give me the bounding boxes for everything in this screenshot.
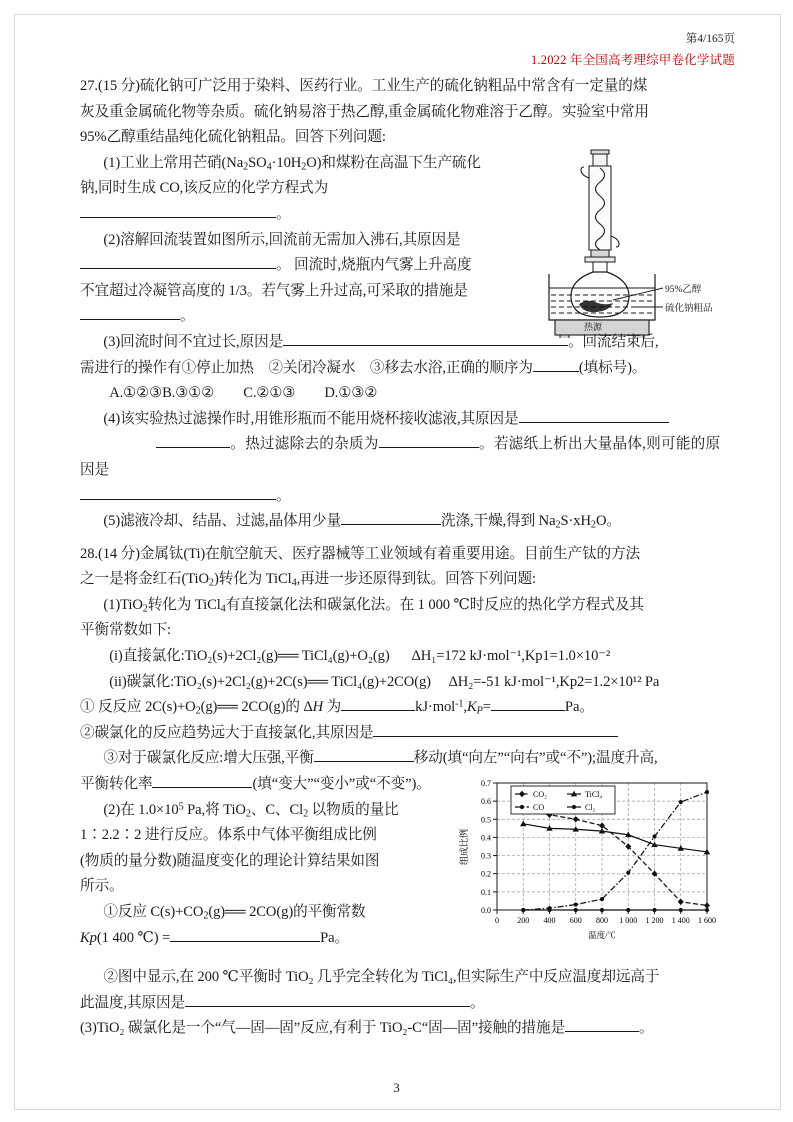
chart-svg <box>455 777 720 942</box>
svg-text:1 000: 1 000 <box>619 916 638 925</box>
q27-part1-line-2: 钠,同时生成 CO,该反应的化学方程式为 <box>80 180 329 197</box>
q27-part2-answer-line: 。 <box>80 304 530 330</box>
q27-part4-answer-line: 。 <box>80 484 720 510</box>
answer-blank-q28-3-measure[interactable] <box>565 1016 639 1032</box>
svg-text:TiCl₄: TiCl₄ <box>585 790 603 799</box>
answer-blank-q27-5[interactable] <box>341 509 441 525</box>
svg-text:0.2: 0.2 <box>481 869 491 879</box>
answer-blank-q27-3a[interactable] <box>283 330 568 346</box>
header-page-indicator: 第4/165页 <box>685 33 735 45</box>
q27-part4-line-1: (4)该实验热过滤操作时,用锥形瓶而不能用烧杯接收滤液,其原因是 <box>80 407 720 433</box>
answer-blank-q27-4b[interactable] <box>156 432 230 448</box>
chart-x-axis-label: 温度/℃ <box>588 930 616 940</box>
q27-part2-line-3: 不宜超过冷凝管高度的 1/3。若气雾上升过高,可采取的措施是 <box>80 282 468 299</box>
q28-part2-line-3: (物质的量分数)随温度变化的理论计算结果如图 <box>80 852 380 869</box>
q28-equation-ii: (ii)碳氯化:TiO₂(s)+2Cl₂(g)+2C(s)══ TiCl₄(g)+2CO(g) ΔH₂=-51 kJ·mol⁻¹,Kp2=1.2×10¹² Pa <box>109 673 660 690</box>
q27-part2-line-1: (2)溶解回流装置如图所示,回流前无需加入沸石,其原因是 <box>103 231 461 248</box>
q28-part2-line-1: (2)在 $1.0\times 10^5$ Pa,将 TiO$_2$、C、$Cl_2$ 以物质的量比 <box>103 801 399 820</box>
q27-stem-line-3: 95%乙醇重结晶纯化硫化钠粗品。回答下列问题: <box>80 129 386 146</box>
answer-blank-q27-4a[interactable] <box>519 407 669 423</box>
answer-blank-q27-3b[interactable] <box>533 356 579 372</box>
q27-part5-line: (5)滤液冷却、结晶、过滤,晶体用少量 洗涤,干燥,得到 $Na_2S\cdot xH_2O$。 <box>80 509 720 535</box>
svg-text:Cl₂: Cl₂ <box>585 803 596 812</box>
svg-text:1 200: 1 200 <box>645 916 664 925</box>
svg-text:CO: CO <box>533 803 545 812</box>
q27-part1-answer-line: 。 <box>80 202 530 228</box>
q27-part1-line-1: (1)工业上常用芒硝$(Na_2SO_4\cdot 10H_2O)$和煤粉在高温下生产硫化 <box>103 154 481 173</box>
q28-part1-line-1: (1)TiO$_2$转化为 TiCl$_4$有直接氯化法和碳氯化法。在 1 000 ℃时反应的热化学方程式及其 <box>103 596 644 615</box>
svg-text:0.3: 0.3 <box>481 851 491 861</box>
q28-part2-line-2: 1∶2.2∶2 进行反应。体系中气体平衡组成比例 <box>80 827 377 844</box>
answer-blank-q28-3b[interactable] <box>152 772 252 788</box>
q28-part2-item2-line-2: 此温度,其原因是 。 <box>80 991 720 1017</box>
composition-vs-temperature-chart <box>455 777 720 942</box>
q28-part3-line: (3)TiO₂ 碳氯化是一个“气—固—固”反应,有利于 TiO₂-C“固—固”接触的措施是 。 <box>80 1016 720 1042</box>
chart-y-axis-label: 组成比例 <box>459 828 469 866</box>
figure-label-heat-source: 热源 <box>584 322 603 332</box>
chart-x-tick-labels <box>495 916 716 925</box>
q28-part1-item3-line-2: 平衡转化率 (填“变大”“变小”或“不变”)。 <box>80 772 720 798</box>
page-footer-number: 3 <box>393 1080 400 1095</box>
figure-label-crude-product: 硫化钠粗品 <box>665 304 713 314</box>
q27-part2-line-2: 。 回流时,烧瓶内气雾上升高度 <box>80 253 530 279</box>
q27-part4-line-2: 。热过滤除去的杂质为 。若滤纸上析出大量晶体,则可能的原因是 <box>80 432 720 483</box>
q28-part1-item1: ① 反反应 $2C(s)+O_2(g)══$ 2CO(g)的 ΔH 为 $kJ\cdot mol^{-1},K_P= Pa$。 <box>80 695 720 721</box>
q28-part2-item2-line-1: ②图中显示,在 200 ℃平衡时 TiO₂ 几乎完全转化为 TiCl₄,但实际生产中反应温度却远高于 <box>103 969 660 986</box>
q28-stem-line-2: 之一是将金红石(TiO$_2$)转化为 TiCl$_4$,再进一步还原得到钛。回答下列问题: <box>80 571 536 589</box>
answer-blank-q28-temp-reason[interactable] <box>185 991 470 1007</box>
q27-part3-line-1: (3)回流时间不宜过长,原因是 。回流结束后, <box>80 330 720 356</box>
answer-blank-q28-1-kp[interactable] <box>491 695 565 711</box>
answer-blank-q28-3a[interactable] <box>314 747 414 763</box>
q28-part2-line-4: 所示。 <box>80 878 124 895</box>
svg-text:0.0: 0.0 <box>481 906 491 915</box>
svg-text:1 600: 1 600 <box>698 916 716 925</box>
svg-text:CO₂: CO₂ <box>533 790 547 799</box>
q28-part1-line-2: 平衡常数如下: <box>80 622 171 639</box>
svg-text:0.6: 0.6 <box>481 797 491 807</box>
q27-part3-line-2: 需进行的操作有①停止加热 ②关闭冷凝水 ③移去水浴,正确的顺序为 (填标号)。 <box>80 356 720 382</box>
q28-part1-item2: ②碳氯化的反应趋势远大于直接氯化,其原因是 <box>80 721 720 747</box>
svg-text:0.4: 0.4 <box>481 833 491 843</box>
answer-blank-q27-4d[interactable] <box>80 484 276 500</box>
q28-part1-item3-line-1: ③对于碳氯化反应:增大压强,平衡 移动(填“向左”“向右”或“不”);温度升高, <box>80 746 720 772</box>
svg-text:0.5: 0.5 <box>481 815 491 825</box>
figure-label-ethanol: 95%乙醇 <box>665 285 702 295</box>
svg-text:0.1: 0.1 <box>481 887 491 897</box>
answer-blank-q28-kp1400[interactable] <box>170 926 320 942</box>
q28-part2-item1-line-2: Kp(1 400 ℃) = Pa。 <box>80 926 530 952</box>
answer-blank-q27-2a[interactable] <box>80 253 276 269</box>
q27-part3-options: A.①②③B.③①② C.②①③ D.①③② <box>109 385 378 402</box>
svg-text:400: 400 <box>543 916 556 925</box>
svg-text:600: 600 <box>569 916 582 925</box>
q27-stem-line-1: 27.(15 分)硫化钠可广泛用于染料、医药行业。工业生产的硫化钠粗品中常含有一定量的煤 <box>80 78 648 94</box>
svg-text:0: 0 <box>495 916 499 925</box>
q28-stem-line-1: 28.(14 分)金属钛(Ti)在航空航天、医疗器械等工业领域有着重要用途。目前生产钛的方法 <box>80 545 640 562</box>
answer-blank-q28-1-dh[interactable] <box>341 695 415 711</box>
svg-text:800: 800 <box>596 916 608 925</box>
q27-stem-line-2: 灰及重金属硫化物等杂质。硫化钠易溶于热乙醇,重金属硫化物难溶于乙醇。实验室中常用 <box>80 103 649 120</box>
answer-blank-q27-1[interactable] <box>80 202 276 218</box>
svg-text:200: 200 <box>517 916 530 925</box>
q28-part2-item1-line-1: ①反应 $C(s)+CO_2(g)══$ 2CO(g)的平衡常数 <box>103 904 366 922</box>
q28-equation-i: (i)直接氯化:TiO₂(s)+2Cl₂(g)══ TiCl₄(g)+O₂(g) ΔH₁=172 kJ·mol⁻¹,Kp1=1.0×10⁻² <box>109 648 611 665</box>
chart-y-tick-labels <box>481 779 491 915</box>
answer-blank-q27-2b[interactable] <box>80 304 180 320</box>
svg-text:1 400: 1 400 <box>671 916 690 925</box>
svg-text:0.7: 0.7 <box>481 779 491 788</box>
answer-blank-q28-2[interactable] <box>373 721 618 737</box>
header-document-title: 1.2022 年全国高考理综甲卷化学试题 <box>530 53 735 67</box>
answer-blank-q27-4c[interactable] <box>379 432 479 448</box>
